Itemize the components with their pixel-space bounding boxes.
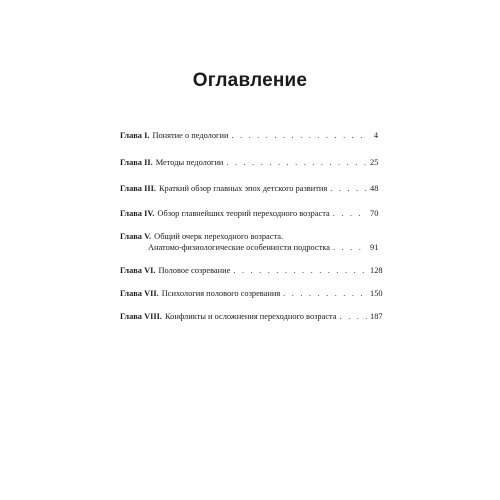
chapter-title: Краткий обзор главных эпох детского развития <box>158 184 328 193</box>
toc-entry-chapter-6 <box>120 265 383 276</box>
toc-entry-chapter-1 <box>120 130 378 141</box>
dot-leader <box>333 208 367 219</box>
page-title: Оглавление <box>192 70 308 91</box>
page-number: 91 <box>370 243 379 252</box>
dot-leader <box>283 288 367 299</box>
chapter-number: Глава I. <box>120 131 150 140</box>
chapter-title: Общий очерк переходного возраста. <box>154 232 284 241</box>
page-number: 150 <box>370 289 383 298</box>
toc-entry-chapter-2 <box>120 157 378 168</box>
toc-entry-chapter-7 <box>120 288 383 299</box>
chapter-title: Обзор главнейших теорий переходного возраста <box>157 209 330 218</box>
dot-leader <box>226 157 367 168</box>
dot-leader <box>333 242 367 253</box>
page-number: 128 <box>370 266 383 275</box>
chapter-title-continuation: Анатомо-физиологические особенности подростка <box>148 243 330 252</box>
chapter-number: Глава VIII. <box>120 312 162 321</box>
chapter-title: Психология полового созревания <box>161 289 281 298</box>
toc-entry-chapter-3 <box>120 183 378 194</box>
page-number: 4 <box>373 131 378 140</box>
dot-leader <box>233 265 367 276</box>
chapter-number: Глава V. <box>120 232 152 241</box>
chapter-number: Глава III. <box>120 184 156 193</box>
page-number: 187 <box>370 312 383 321</box>
page-number: 25 <box>370 158 379 167</box>
dot-leader <box>330 183 367 194</box>
chapter-number: Глава VI. <box>120 266 156 275</box>
page-number: 70 <box>370 209 379 218</box>
chapter-title: Методы педологии <box>155 158 224 167</box>
chapter-number: Глава VII. <box>120 289 159 298</box>
page-number: 48 <box>370 184 379 193</box>
chapter-number: Глава IV. <box>120 209 155 218</box>
dot-leader <box>231 130 367 141</box>
chapter-title: Конфликты и осложнения переходного возраста <box>165 312 337 321</box>
chapter-number: Глава II. <box>120 158 153 167</box>
dot-leader <box>340 311 367 322</box>
toc-entry-chapter-5 <box>120 231 378 253</box>
toc-entry-chapter-4 <box>120 208 378 219</box>
toc-entry-chapter-8 <box>120 311 383 322</box>
chapter-title: Понятие о педологии <box>152 131 229 140</box>
chapter-title: Половое созревание <box>158 266 231 275</box>
